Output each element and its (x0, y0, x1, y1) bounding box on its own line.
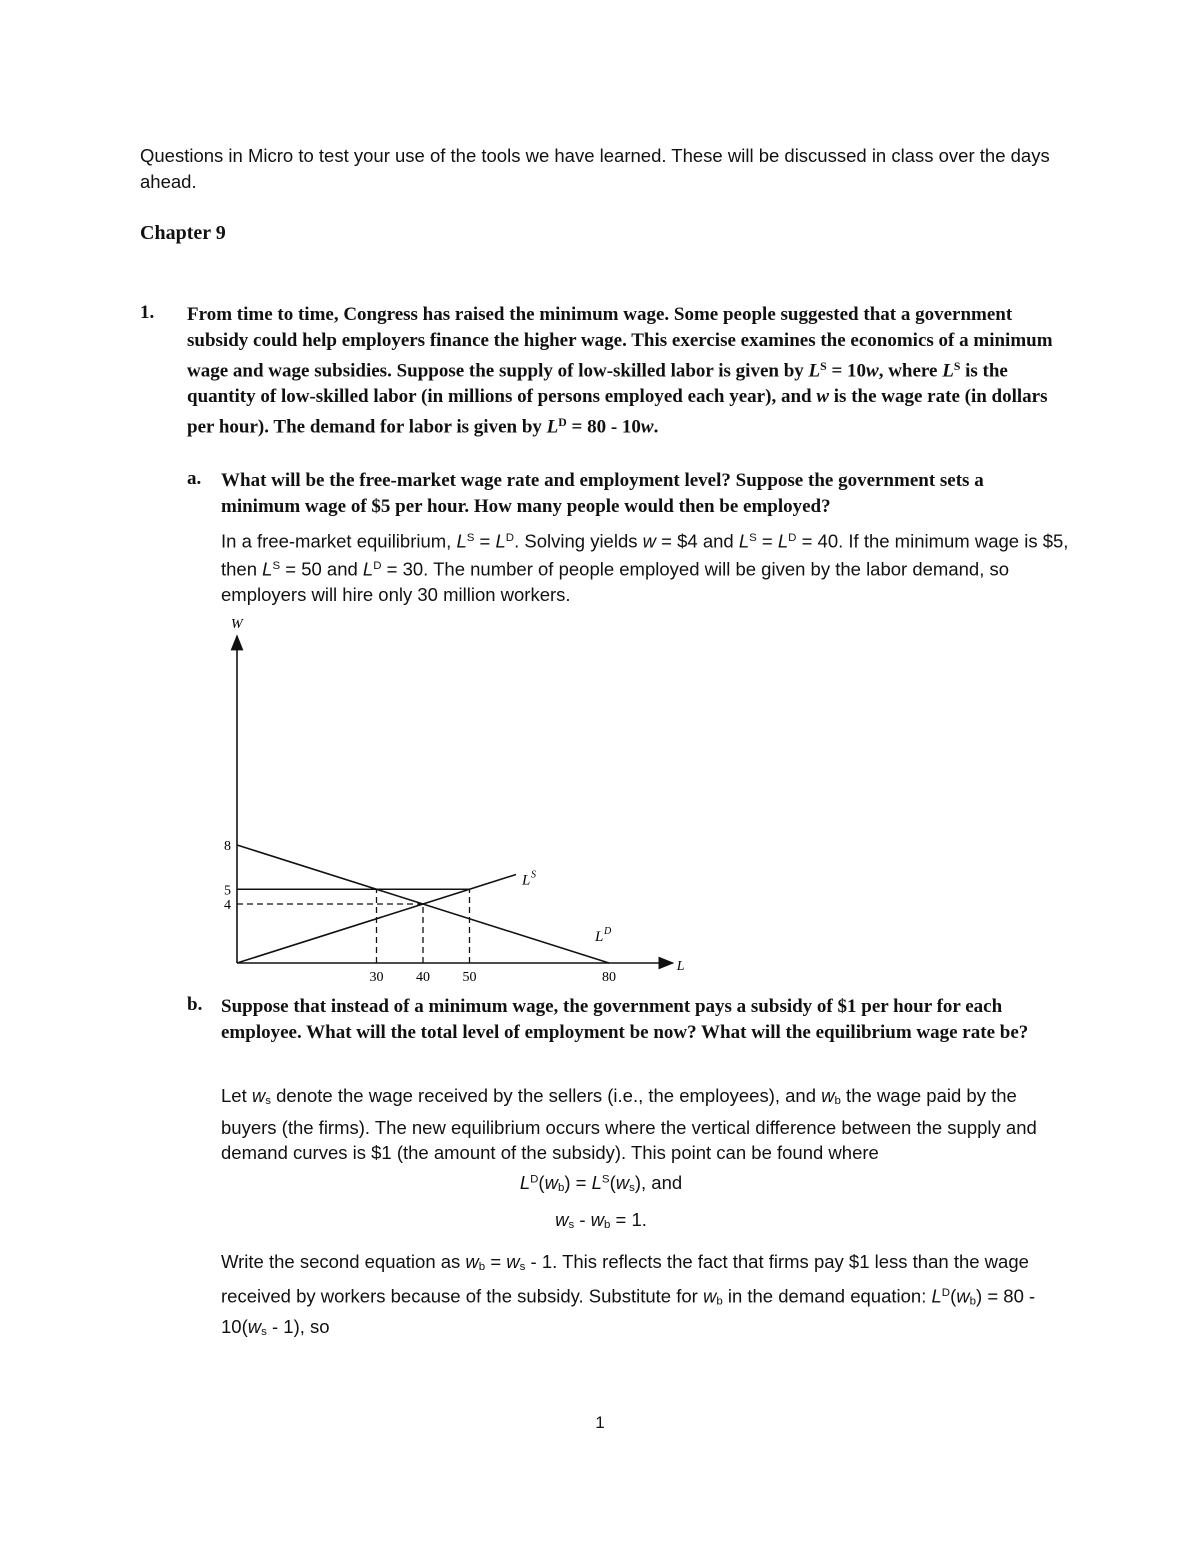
chapter-heading: Chapter 9 (140, 222, 226, 244)
question-1-text: From time to time, Congress has raised the minimum wage. Some people suggested that a government subsidy could help employers finance the higher wage. This exercise examines the economics of a minimum wage and wage subsidies. Suppose the supply of low-skilled labor is given by $L^S = 10w$, where $L^S$ is the quantity of low-skilled labor (in millions of persons employed each year), and w is the wage rate (in dollars per hour). The demand for labor is given by $L^D = 80 - 10w$. (187, 304, 1053, 438)
supply-label-sup: S (531, 869, 536, 881)
x-tick-50: 50 (462, 970, 477, 985)
part-b-paragraph-1: Let ws denote the wage received by the sellers (i.e., the employees), and wb the wage paid by the buyers (the firms). The new equilibrium occurs where the vertical difference between the supply and demand curves is $1 (the amount of the subsidy). This point can be found where (221, 1085, 1037, 1164)
x-axis-label: L (676, 959, 685, 974)
equation-1: $L^D(wb) = L^S(ws)$, and (519, 1172, 683, 1195)
labor-market-chart (215, 612, 685, 987)
part-b-letter: b. (187, 994, 203, 1015)
intro-text: Questions in Micro to test your use of the tools we have learned. These will be discussed in class over the days ahead. (140, 145, 1050, 192)
part-b-question: Suppose that instead of a minimum wage, the government pays a subsidy of $1 per hour for each employee. What will the total level of employment be now? What will the equilibrium wage rate be? (221, 996, 1029, 1043)
supply-label: L (522, 872, 531, 889)
equation-2: ws - wb = 1. (555, 1209, 647, 1232)
question-number: 1. (140, 302, 155, 323)
part-a-letter: a. (187, 468, 202, 489)
y-tick-4: 4 (224, 898, 231, 913)
x-tick-40: 40 (416, 970, 430, 985)
y-tick-5: 5 (224, 883, 231, 899)
part-a-answer: In a free-market equilibrium, $L^S = L^D$. Solving yields w = $4 and $L^S = L^D = 40$. If the minimum wage is $5, then $L^S = 50$ and $L^D = 30$. The number of people employed will be given by the labor demand, so employers will hire only 30 million workers. (221, 530, 1069, 605)
part-b-paragraph-2: Write the second equation as wb = ws - 1. This reflects the fact that firms pay $1 less than the wage received by workers because of the subsidy. Substitute for wb in the demand equation: $L^D(wb) = 80 - 10(ws - 1)$, so (221, 1251, 1036, 1339)
demand-label-sup: D (604, 926, 612, 937)
y-axis-label: W (231, 617, 243, 632)
demand-label: L (595, 929, 604, 945)
x-tick-80: 80 (602, 970, 616, 985)
page-number: 1 (595, 1413, 605, 1432)
y-tick-8: 8 (224, 839, 231, 854)
part-a-question: What will be the free-market wage rate and employment level? Suppose the government sets a minimum wage of $5 per hour. How many people would then be employed? (221, 470, 984, 517)
x-tick-30: 30 (369, 970, 384, 985)
